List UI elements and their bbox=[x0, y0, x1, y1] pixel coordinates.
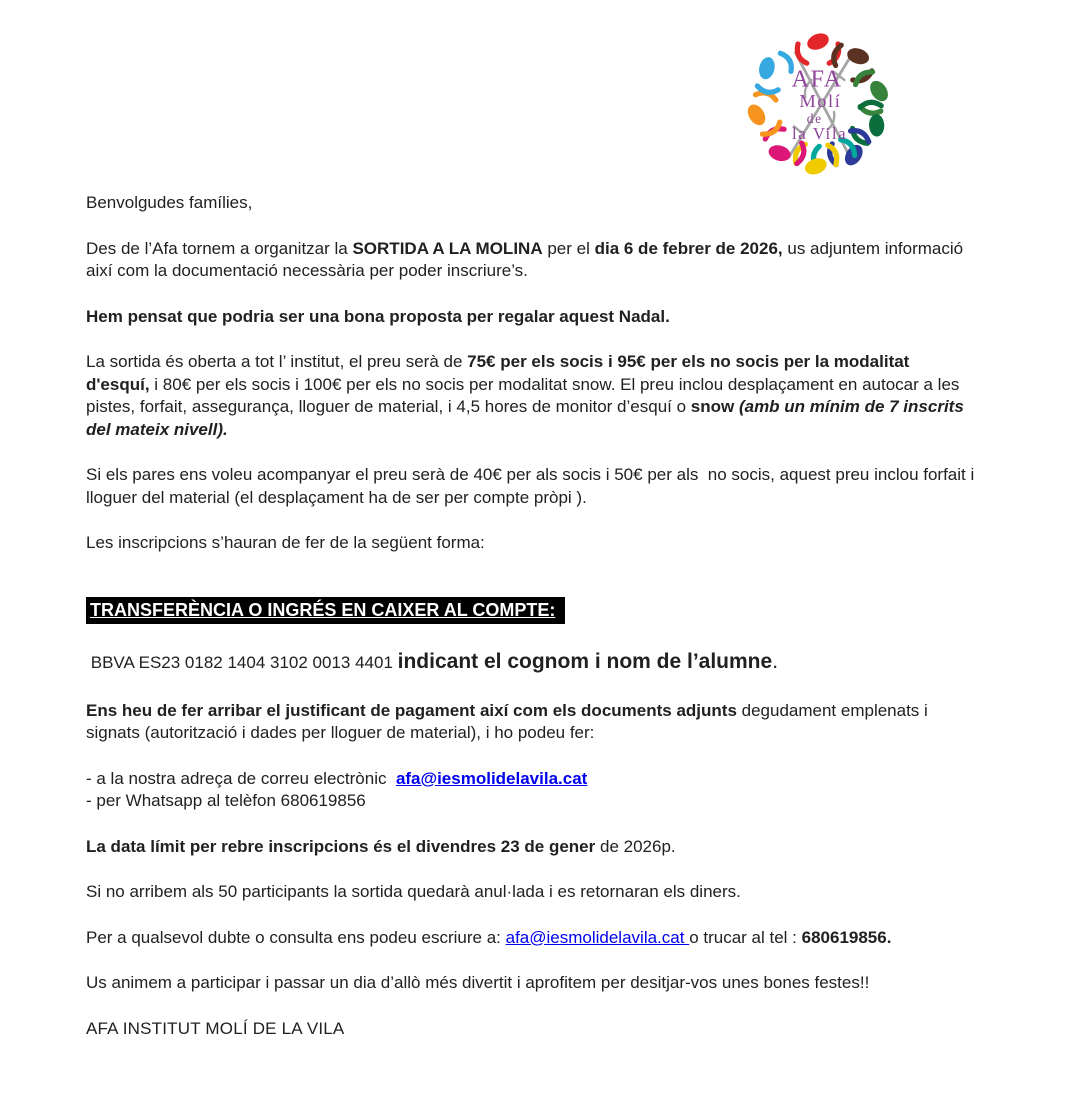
paragraph-salutation bbox=[86, 192, 976, 215]
transfer-heading-text: TRANSFERÈNCIA O INGRÉS EN CAIXER AL COMPTE: bbox=[86, 597, 565, 624]
deadline-date: La data límit per rebre inscripcions és el divendres 23 de gener bbox=[86, 836, 596, 856]
paragraph-proposal: Hem pensat que podria ser una bona proposta per regalar aquest Nadal. bbox=[86, 306, 670, 326]
paragraph-option-whatsapp bbox=[86, 790, 976, 813]
transfer-heading bbox=[86, 597, 976, 624]
paragraph-pricing: La sortida és oberta a tot l’ institut, el preu serà de 75€ per els socis i 95€ per els no socis per la modalitat d'esquí, i 80€ per els socis i 100€ per els no socis per modalitat snow. El preu inclou desplaçament en autocar a les pistes, forfait, assegurança, lloguer de material, i 4,5 hores de monitor d’esquí o snow (amb un mínim de 7 inscrits del mateix nivell). bbox=[86, 352, 969, 439]
paragraph-account: BBVA ES23 0182 1404 3102 0013 4401 indicant el cognom i nom de l’alumne. bbox=[86, 649, 779, 673]
price-ski: 75€ per els socis i 95€ per els no socis per la modalitat d'esquí, bbox=[86, 352, 915, 394]
logo-line-afa: AFA bbox=[791, 66, 843, 93]
paragraph-deadline: La data límit per rebre inscripcions és el divendres 23 de gener de 2026p. bbox=[86, 836, 676, 856]
logo-wordmark bbox=[792, 66, 847, 143]
contact-email-link[interactable]: afa@iesmolidelavila.cat bbox=[505, 927, 690, 947]
bank-account-number: BBVA ES23 0182 1404 3102 0013 4401 bbox=[86, 652, 398, 672]
logo-figure-orange bbox=[742, 91, 782, 137]
signature: AFA INSTITUT MOLÍ DE LA VILA bbox=[86, 1018, 345, 1038]
contact-phone: 680619856. bbox=[801, 927, 892, 947]
logo-line-de: de bbox=[806, 111, 823, 127]
afa-moli-de-la-vila-logo bbox=[738, 24, 898, 184]
email-link[interactable]: afa@iesmolidelavila.cat bbox=[395, 768, 588, 788]
whatsapp-phone: - per Whatsapp al telèfon 680619856 bbox=[86, 791, 366, 810]
paragraph-cancellation: Si no arribem als 50 participants la sortida quedarà anul·lada i es retornaran els diners. bbox=[86, 882, 741, 901]
account-instruction: indicant el cognom i nom de l’alumne bbox=[397, 649, 773, 673]
paragraph-inscriptions-intro: Les inscripcions s’hauran de fer de la següent forma: bbox=[86, 533, 485, 552]
salutation-text: Benvolgudes famílies, bbox=[86, 193, 253, 212]
letter-body bbox=[86, 192, 980, 1040]
paragraph-closing: Us animem a participar i passar un dia d’allò més divertit i aprofitem per desitjar-vos unes bones festes!! bbox=[86, 973, 870, 992]
paragraph-justificant: Ens heu de fer arribar el justificant de pagament així com els documents adjunts degudament emplenats i signats (autorització i dades per lloguer de material), i ho podeu fer: bbox=[86, 700, 933, 742]
paragraph-intro: Des de l’Afa tornem a organitzar la SORTIDA A LA MOLINA per el dia 6 de febrer de 2026, us adjuntem informació així com la documentació necessària per poder inscriure’s. bbox=[86, 238, 968, 280]
paragraph-contact: Per a qualsevol dubte o consulta ens podeu escriure a: afa@iesmolidelavila.cat o trucar al tel : 680619856. bbox=[86, 927, 892, 947]
paragraph-option-email: - a la nostra adreça de correu electrònic afa@iesmolidelavila.cat bbox=[86, 768, 588, 788]
logo-line-moli: Molí bbox=[799, 91, 842, 112]
minimum-note: (amb un mínim de 7 inscrits del mateix nivell). bbox=[86, 397, 969, 439]
logo-figure-cyan bbox=[746, 45, 797, 98]
logo-figure-dark-green bbox=[849, 99, 894, 149]
logo-line-la-vila: la Vila bbox=[792, 124, 848, 144]
trip-name: SORTIDA A LA MOLINA bbox=[352, 238, 543, 258]
paragraph-parents: Si els pares ens voleu acompanyar el preu serà de 40€ per als socis i 50€ per als no socis, aquest preu inclou forfait i lloguer del material (el desplaçament ha de ser per compte pròpi ). bbox=[86, 465, 980, 507]
trip-date: dia 6 de febrer de 2026, bbox=[594, 238, 783, 258]
